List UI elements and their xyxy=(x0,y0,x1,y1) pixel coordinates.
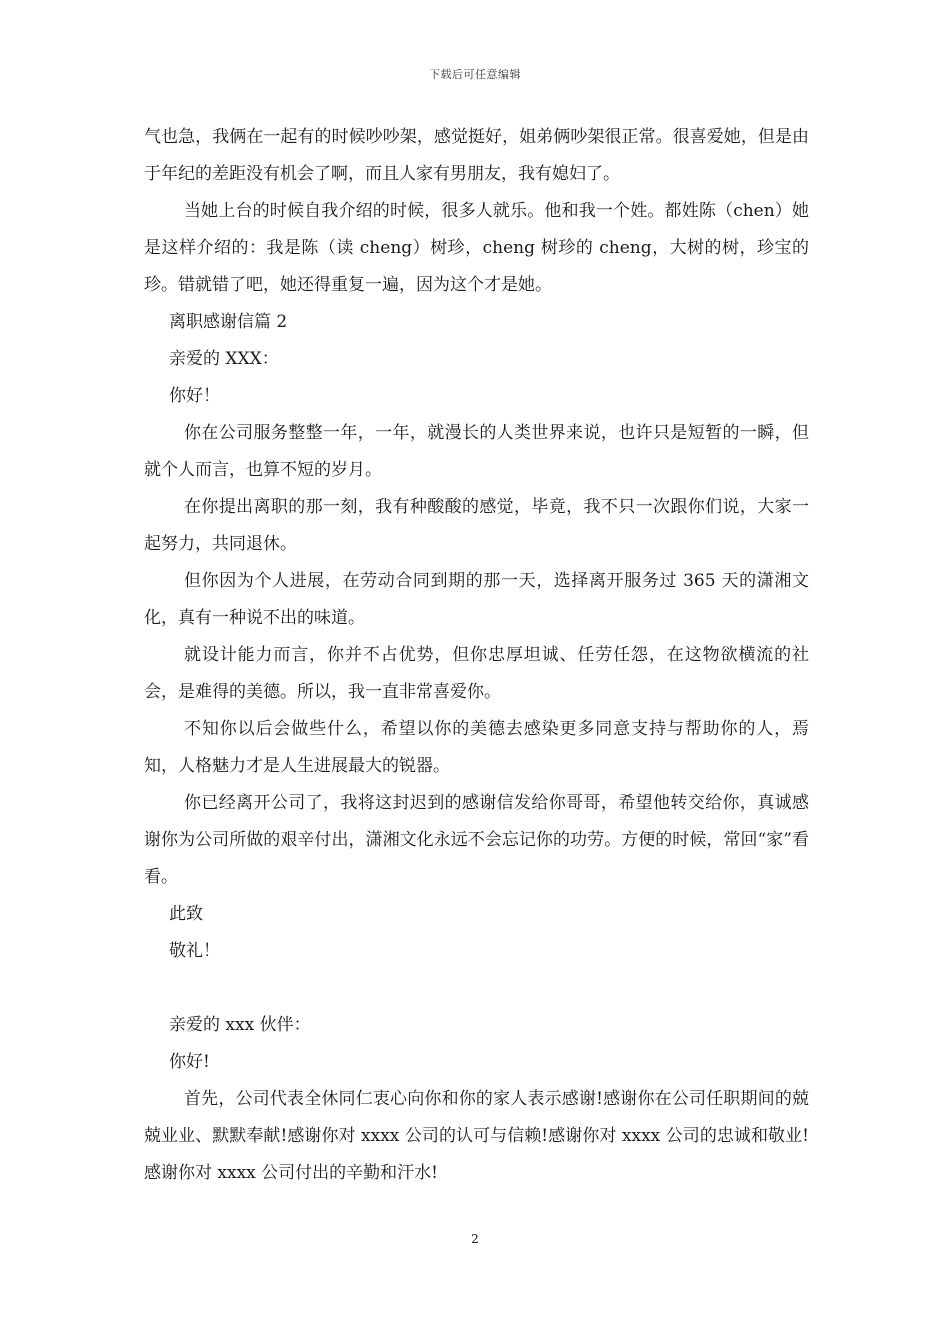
letter-paragraph: 你已经离开公司了，我将这封迟到的感谢信发给你哥哥，希望他转交给你，真诚感谢你为公司所做的艰辛付出，潇湘文化永远不会忘记你的功劳。方便的时候，常回“家”看看。 xyxy=(144,793,809,887)
paragraph-gap xyxy=(144,970,809,1007)
letter-paragraph: 首先，公司代表全休同仁衷心向你和你的家人表示感谢!感谢你在公司任职期间的兢兢业业、默默奉献!感谢你对 xxxx 公司的认可与信赖!感谢你对 xxxx 公司的忠诚和敬业!感谢你对 xxxx 公司付出的辛勤和汗水! xyxy=(144,1089,809,1183)
letter-paragraph: 你在公司服务整整一年，一年，就漫长的人类世界来说，也许只是短暂的一瞬，但就个人而言，也算不短的岁月。 xyxy=(144,423,809,480)
document-body xyxy=(144,119,809,1192)
letter-paragraph: 就设计能力而言，你并不占优势，但你忠厚坦诚、任劳任怨，在这物欲横流的社会，是难得的美德。所以，我一直非常喜爱你。 xyxy=(144,645,809,702)
letter-paragraph: 不知你以后会做些什么，希望以你的美德去感染更多同意支持与帮助你的人，焉知，人格魅力才是人生进展最大的锐器。 xyxy=(144,719,809,776)
letter-salutation: 亲爱的 XXX： xyxy=(169,349,279,369)
letter-closing: 此致 xyxy=(169,904,203,924)
paragraph-continuation: 气也急，我俩在一起有的时候吵吵架，感觉挺好，姐弟俩吵架很正常。很喜爱她，但是由于年纪的差距没有机会了啊，而且人家有男朋友，我有媳妇了。 xyxy=(144,127,809,184)
letter-greeting: 你好！ xyxy=(169,386,220,406)
paragraph-self-introduction: 当她上台的时候自我介绍的时候，很多人就乐。他和我一个姓。都姓陈（chen）她是这样介绍的：我是陈（读 cheng）树珍，cheng 树珍的 cheng，大树的树，珍宝的珍。错就错了吧，她还得重复一遍，因为这个才是她。 xyxy=(144,201,809,295)
page-number: 2 xyxy=(471,1232,479,1246)
section-heading: 离职感谢信篇 2 xyxy=(169,312,288,332)
letter-regards: 敬礼！ xyxy=(169,941,220,961)
letter-paragraph: 在你提出离职的那一刻，我有种酸酸的感觉，毕竟，我不只一次跟你们说，大家一起努力，共同退休。 xyxy=(144,497,809,554)
letter-salutation: 亲爱的 xxx 伙伴： xyxy=(169,1015,311,1035)
letter-greeting: 你好! xyxy=(169,1052,210,1072)
letter-paragraph: 但你因为个人进展，在劳动合同到期的那一天，选择离开服务过 365 天的潇湘文化，真有一种说不出的味道。 xyxy=(144,571,809,628)
page-header: 下载后可任意编辑 xyxy=(429,68,521,81)
